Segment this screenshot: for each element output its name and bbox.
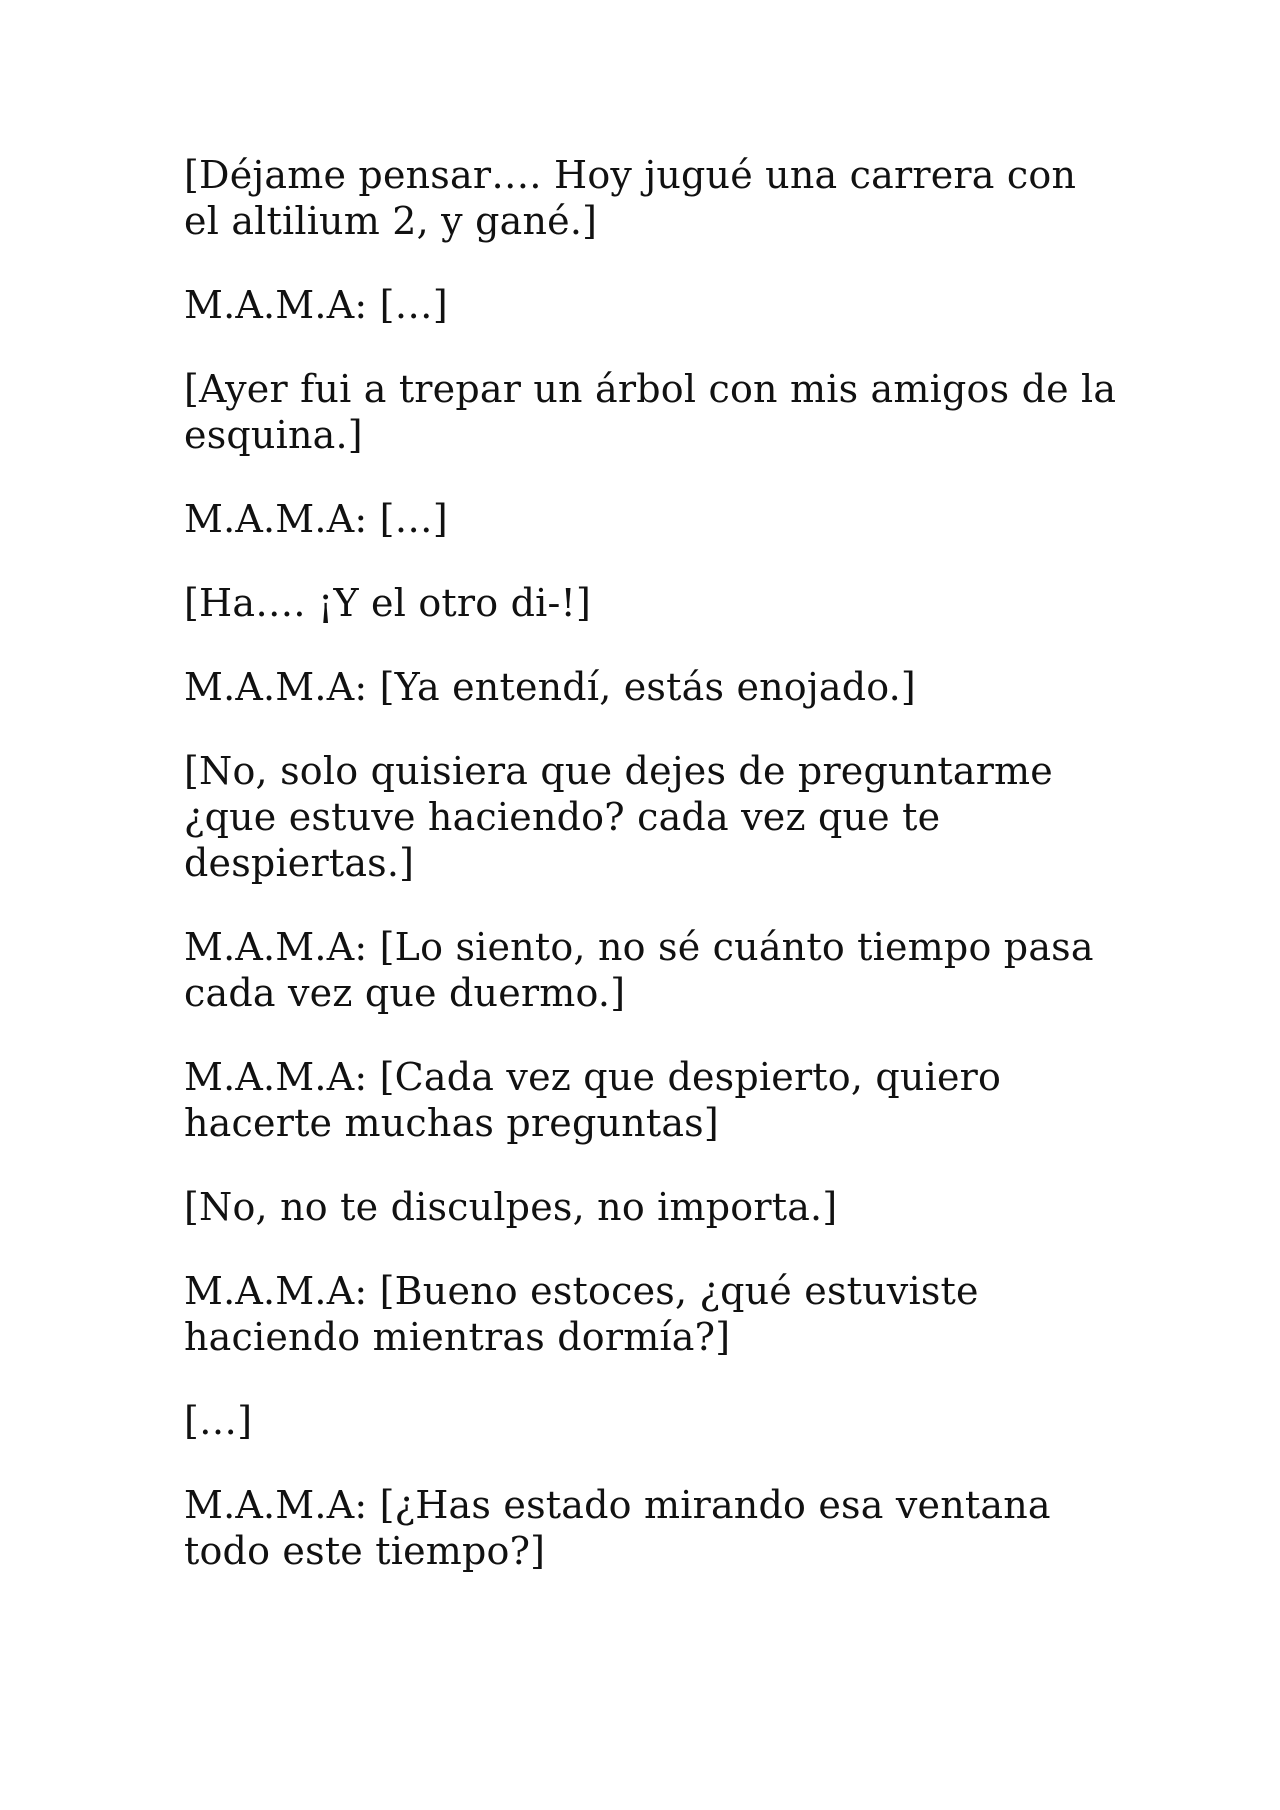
text-line: esquina.] bbox=[184, 413, 363, 457]
dialogue-text bbox=[184, 152, 1124, 1612]
paragraph-2 bbox=[184, 282, 1124, 328]
text-line: […] bbox=[184, 1399, 253, 1443]
paragraph-11 bbox=[184, 1268, 1124, 1360]
paragraph-1 bbox=[184, 152, 1124, 244]
paragraph-3 bbox=[184, 366, 1124, 458]
paragraph-10 bbox=[184, 1184, 1124, 1230]
text-line: M.A.M.A: [¿Has estado mirando esa ventana bbox=[184, 1483, 1051, 1527]
text-line: M.A.M.A: [Ya entendí, estás enojado.] bbox=[184, 665, 916, 709]
text-line: [No, no te disculpes, no importa.] bbox=[184, 1185, 838, 1229]
text-line: [Déjame pensar…. Hoy jugué una carrera con bbox=[184, 153, 1077, 197]
paragraph-12 bbox=[184, 1398, 1124, 1444]
text-line: M.A.M.A: [Bueno estoces, ¿qué estuviste bbox=[184, 1269, 979, 1313]
text-line: M.A.M.A: […] bbox=[184, 283, 448, 327]
text-line: ¿que estuve haciendo? cada vez que te bbox=[184, 795, 941, 839]
paragraph-7 bbox=[184, 748, 1124, 886]
paragraph-8 bbox=[184, 924, 1124, 1016]
text-line: cada vez que duermo.] bbox=[184, 971, 626, 1015]
text-line: el altilium 2, y gané.] bbox=[184, 199, 598, 243]
paragraph-5 bbox=[184, 580, 1124, 626]
text-line: [No, solo quisiera que dejes de preguntarme bbox=[184, 749, 1053, 793]
text-line: despiertas.] bbox=[184, 841, 415, 885]
text-line: M.A.M.A: [Lo siento, no sé cuánto tiempo pasa bbox=[184, 925, 1094, 969]
text-line: M.A.M.A: […] bbox=[184, 497, 448, 541]
text-line: [Ha…. ¡Y el otro di-!] bbox=[184, 581, 592, 625]
paragraph-6 bbox=[184, 664, 1124, 710]
text-line: todo este tiempo?] bbox=[184, 1529, 546, 1573]
text-line: M.A.M.A: [Cada vez que despierto, quiero bbox=[184, 1055, 1002, 1099]
paragraph-4 bbox=[184, 496, 1124, 542]
paragraph-13 bbox=[184, 1482, 1124, 1574]
paragraph-9 bbox=[184, 1054, 1124, 1146]
text-line: hacerte muchas preguntas] bbox=[184, 1101, 719, 1145]
text-line: [Ayer fui a trepar un árbol con mis amigos de la bbox=[184, 367, 1117, 411]
text-line: haciendo mientras dormía?] bbox=[184, 1315, 731, 1359]
